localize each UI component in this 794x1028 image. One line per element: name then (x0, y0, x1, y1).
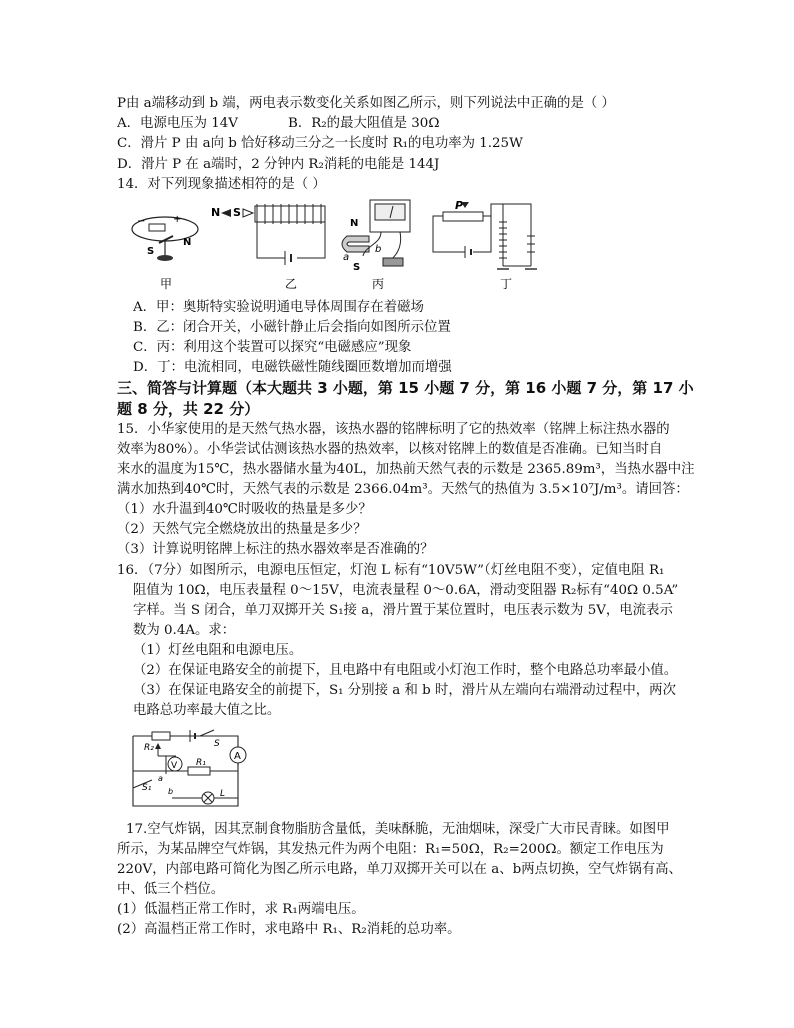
q14-option-c: C．丙：利用这个装置可以探究“电磁感应”现象 (133, 340, 412, 355)
q13-option-a: A．电源电压为 14V (117, 116, 238, 131)
q13-option-b: B．R₂的最大阻值是 30Ω (288, 116, 440, 131)
q14-option-a: A．甲：奥斯特实验说明通电导体周围存在着磁场 (133, 300, 424, 315)
svg-text:S: S (353, 262, 361, 273)
q15-sub-3: （3）计算说明铭牌上标注的热水器效率是否准确的？ (117, 542, 434, 557)
svg-text:N: N (350, 218, 359, 229)
label-s1: S₁ (142, 783, 152, 793)
section-3-heading-cont: 题 8 分，共 22 分） (117, 400, 260, 418)
figure-jia (132, 214, 198, 261)
svg-text:+: + (173, 214, 182, 225)
caption-yi: 乙 (285, 277, 298, 291)
q15-line-3: 来水的温度为15℃，热水器储水量为40L，加热前天然气表的示数是 2365.89m³，当热水器中注 (117, 462, 695, 477)
fig-jia-s: S (147, 246, 155, 257)
q14-option-b: B．乙：闭合开关，小磁针静止后会指向如图所示位置 (133, 320, 451, 335)
caption-ding: 丁 (500, 277, 513, 291)
q17-sub-2: (2）高温档正常工作时，求电路中 R₁、R₂消耗的总功率。 (117, 922, 461, 937)
q17-line-2: 所示，为某品牌空气炸锅，其发热元件为两个电阻：R₁=50Ω，R₂=200Ω。额定工作电压为 (117, 842, 664, 857)
svg-text:N: N (211, 206, 221, 219)
svg-text:S: S (233, 206, 241, 219)
caption-bing: 丙 (372, 277, 385, 291)
q14-stem: 14．对下列现象描述相符的是（ ） (117, 177, 326, 192)
q15-line-1: 15．小华家使用的是天然气热水器，该热水器的铭牌标明了它的热效率（铭牌上标注热水器的 (117, 422, 670, 437)
q13-stem: P由 a端移动到 b 端，两电表示数变化关系如图乙所示，则下列说法中正确的是（ ） (117, 96, 615, 111)
svg-text:−: − (137, 216, 146, 227)
q16-line-1: 16．（7分）如图所示，电源电压恒定，灯泡 L 标有“10V5W”（灯丝电阻不变），定值电阻 R₁ (117, 563, 665, 578)
figure-ding (433, 199, 537, 270)
q16-circuit-diagram (128, 726, 248, 810)
label-s: S (214, 739, 220, 749)
q15-sub-2: （2）天然气完全燃烧放出的热量是多少？ (117, 522, 367, 537)
label-ammeter: A (234, 751, 241, 762)
label-r2: R₂ (144, 743, 154, 753)
q15-line-2: 效率为80%）。小华尝试估测该热水器的热效率，以核对铭牌上的数值是否准确。已知当时自 (117, 442, 663, 457)
caption-jia: 甲 (160, 277, 173, 291)
figure-bing (342, 200, 410, 273)
label-voltmeter: V (171, 761, 178, 771)
q13-option-d: D．滑片 P 在 a端时，2 分钟内 R₂消耗的电能是 144J (117, 157, 440, 172)
label-lamp: L (220, 789, 226, 799)
q16-sub-3: （3）在保证电路安全的前提下，S₁ 分别接 a 和 b 时，滑片从左端向右端滑动过程中，两次 (133, 683, 676, 698)
label-a: a (158, 774, 163, 783)
q15-line-4: 满水加热到40℃时，天然气表的示数是 2366.04m³。天然气的热值为 3.5×10⁷J/m³。请回答： (117, 482, 689, 497)
q17-sub-1: (1）低温档正常工作时，求 R₁两端电压。 (117, 902, 365, 917)
section-3-heading: 三、简答与计算题（本大题共 3 小题，第 15 小题 7 分，第 16 小题 7 分，第 17 小 (117, 379, 694, 397)
q16-line-4: 数为 0.4A。求： (133, 623, 236, 638)
q16-line-3: 字样。当 S 闭合，单刀双掷开关 S₁接 a，滑片置于某位置时，电压表示数为 5V，电流表示 (133, 603, 673, 618)
label-b: b (168, 787, 174, 796)
q16-sub-3-cont: 电路总功率最大值之比。 (133, 703, 281, 718)
figure-yi (211, 204, 325, 265)
svg-text:a: a (343, 252, 350, 263)
q16-sub-1: （1）灯丝电阻和电源电压。 (133, 643, 303, 658)
svg-text:P: P (455, 199, 464, 212)
q16-line-2: 阻值为 10Ω，电压表量程 0～15V，电流表量程 0～0.6A，滑动变阻器 R₂标有“40Ω 0.5A” (133, 583, 679, 598)
q14-figures (125, 196, 565, 296)
q17-line-3: 220V，内部电路可简化为图乙所示电路，单刀双掷开关可以在 a、b两点切换，空气炸锅有高、 (117, 862, 682, 877)
q13-option-c: C．滑片 P 由 a向 b 恰好移动三分之一长度时 R₁的电功率为 1.25W (117, 136, 523, 151)
q15-sub-1: （1）水升温到40℃时吸收的热量是多少？ (117, 502, 372, 517)
q17-line-4: 中、低三个档位。 (117, 882, 225, 897)
fig-jia-n: N (183, 237, 192, 248)
label-r1: R₁ (196, 758, 206, 768)
q14-option-d: D．丁：电流相同，电磁铁磁性随线圈匝数增加而增强 (133, 360, 452, 375)
q16-sub-2: （2）在保证电路安全的前提下，且电路中有电阻或小灯泡工作时，整个电路总功率最小值。 (133, 663, 678, 678)
svg-text:b: b (375, 244, 382, 255)
q17-line-1: 17.空气炸锅，因其烹制食物脂肪含量低，美味酥脆，无油烟味，深受广大市民青睐。如图甲 (126, 822, 670, 837)
